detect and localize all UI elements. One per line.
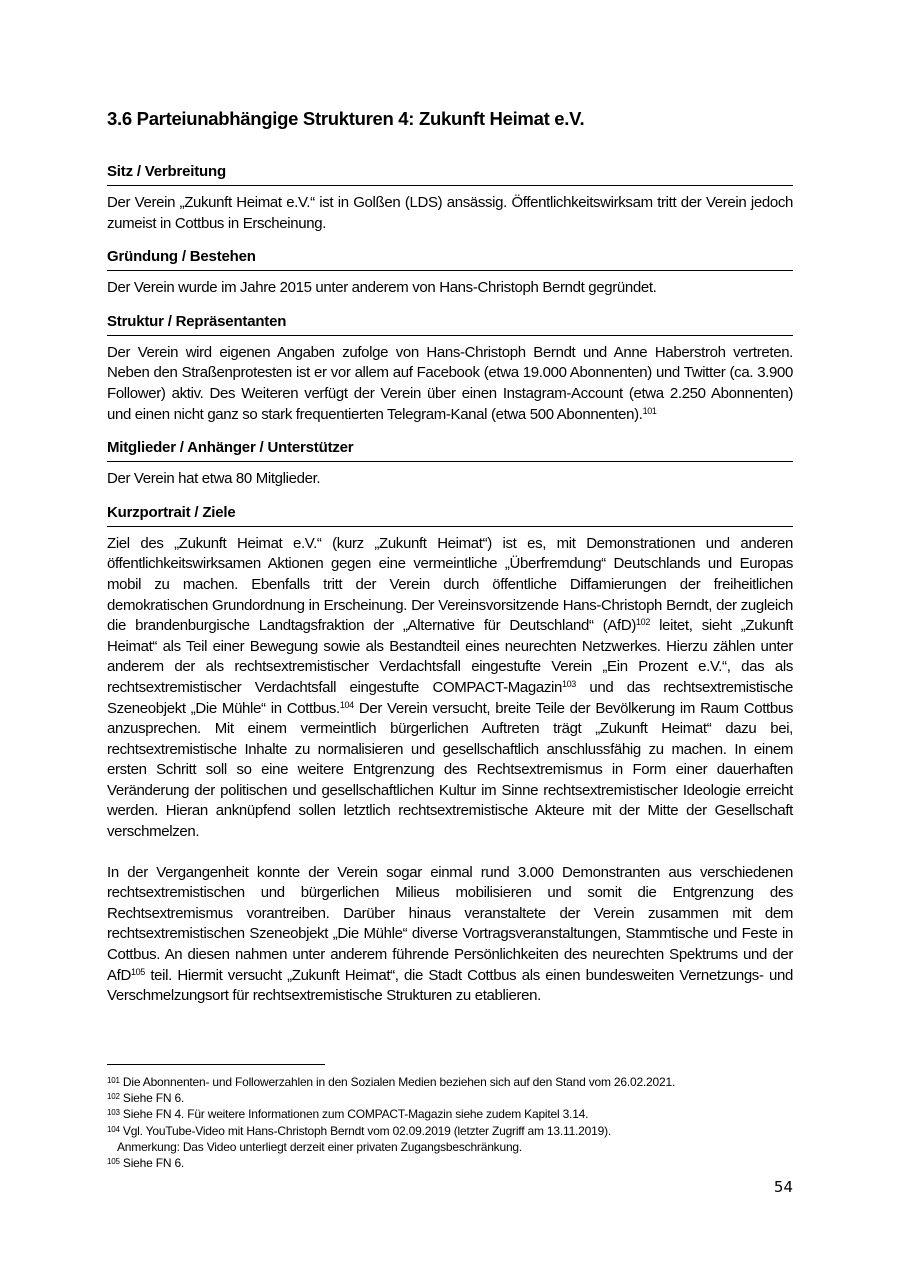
page-title: 3.6 Parteiunabhängige Strukturen 4: Zukunft Heimat e.V. [107,108,585,129]
page-number: 54 [773,1178,793,1196]
footnote-text: Siehe FN 6. [122,1156,185,1171]
section [107,247,793,299]
section [107,162,793,234]
section-heading: Sitz / Verbreitung [107,162,793,186]
footnote-text: Siehe FN 4. Für weitere Informationen zum COMPACT-Magazin siehe zudem Kapitel 3.14. [122,1107,589,1122]
paragraph: Der Verein wird eigenen Angaben zufolge von Hans-Christoph Berndt und Anne Haberstroh vertreten. Neben den Straßenprotesten ist er vor allem auf Facebook (etwa 19.000 Abonnenten) und Twitter (ca. 3.900 Follower) aktiv. Des Weiteren verfügt der Verein über einen Instagram-Account (etwa 2.250 Abonnenten) und einen nicht ganz so stark frequentierten Telegram-Kanal (etwa 500 Abonnenten).$^{101}$ [107,343,793,423]
footnote-text: Vgl. YouTube-Video mit Hans-Christoph Berndt vom 02.09.2019 (letzter Zugriff am 13.11.2019). [122,1123,611,1138]
footnotes [107,1074,797,1171]
footnote-number: 105 [107,1157,120,1167]
footnote-ref: 104 [339,699,354,710]
footnote [107,1123,797,1139]
paragraph: Der Verein „Zukunft Heimat e.V.“ ist in Golßen (LDS) ansässig. Öffentlichkeitswirksam tritt der Verein jedoch zumeist in Cottbus in Erscheinung. [107,194,793,232]
section-heading: Struktur / Repräsentanten [107,312,793,336]
section-heading: Kurzportrait / Ziele [107,503,793,527]
footnote [107,1106,797,1122]
section [107,312,793,425]
footnote-ref: 102 [636,617,650,628]
footnote [107,1139,797,1155]
footnote-ref: 103 [561,678,576,689]
paragraph: In der Vergangenheit konnte der Verein sogar einmal rund 3.000 Demonstranten aus verschiedenen rechtsextremistischen und bürgerlichen Milieus mobilisieren und somit die Entgrenzung des Rechtsextremismus vorantreiben. Darüber hinaus veranstaltete der Verein zusammen mit dem rechtsextremistischen Szeneobjekt „Die Mühle“ diverse Vortragsveranstaltungen, Stammtische und Feste in Cottbus. An diesen nahmen unter anderem führende Persönlichkeiten des neurechten Spektrums und der AfD$^{105}$ teil. Hiermit versucht „Zukunft Heimat“, die Stadt Cottbus als einen bundesweiten Vernetzungs- und Verschmelzungsort für rechtsextremistische Strukturen zu etablieren. [107,863,793,1005]
footnote-number: 101 [107,1076,120,1085]
section [107,438,793,490]
footnote-number: 103 [107,1108,120,1118]
footnote-text: Siehe FN 6. [122,1091,185,1106]
section [107,503,793,1007]
paragraph: Der Verein hat etwa 80 Mitglieder. [107,470,321,488]
footnote [107,1074,797,1090]
footnote [107,1090,797,1106]
footnote-text: Die Abonnenten- und Followerzahlen in den Sozialen Medien beziehen sich auf den Stand vom 26.02.2021. [122,1075,676,1089]
section-heading: Gründung / Bestehen [107,247,793,271]
footnote-number: 104 [107,1124,120,1134]
footnote [107,1155,797,1171]
footnote-ref: 105 [130,966,145,977]
paragraph: Der Verein wurde im Jahre 2015 unter anderem von Hans-Christoph Berndt gegründet. [107,279,657,297]
footnote-ref: 101 [642,405,657,416]
footnote-text: Anmerkung: Das Video unterliegt derzeit einer privaten Zugangsbeschränkung. [117,1139,523,1154]
footnote-number: 102 [107,1092,120,1102]
sections-container [107,162,793,1007]
footnote-separator [107,1064,325,1065]
paragraph: Ziel des „Zukunft Heimat e.V.“ (kurz „Zukunft Heimat“) ist es, mit Demonstrationen und anderen öffentlichkeitswirksamen Aktionen gegen eine vermeintliche „Überfremdung“ Deutschlands und Europas mobil zu machen. Ebenfalls tritt der Verein durch öffentliche Diffamierungen der freiheitlichen demokratischen Grundordnung in Erscheinung. Der Vereinsvorsitzende Hans-Christoph Berndt, der zugleich die brandenburgische Landtagsfraktion der „Alternative für Deutschland“ (AfD)$^{102}$ leitet, sieht „Zukunft Heimat“ als Teil einer Bewegung sowie als Bestandteil eines neurechten Netzwerkes. Hierzu zählen unter anderem der als rechtsextremistischer Verdachtsfall eingestufte Verein „Ein Prozent e.V.“, das als rechtsextremistischer Verdachtsfall eingestufte COMPACT-Magazin$^{103}$ und das rechtsextremistische Szeneobjekt „Die Mühle“ in Cottbus.$^{104}$ Der Verein versucht, breite Teile der Bevölkerung im Raum Cottbus anzusprechen. Mit einem vermeintlich bürgerlichen Auftreten trägt „Zukunft Heimat“ dazu bei, rechtsextremistische Inhalte zu normalisieren und gesellschaftlich anschlussfähig zu machen. In einem ersten Schritt soll so eine weitere Entgrenzung des Rechtsextremismus in Form einer dauerhaften Veränderung der politischen und gesellschaftlichen Kultur im Sinne rechtsextremistischer Ideologie erreicht werden. Hieran anknüpfend sollen letztlich rechtsextremistische Akteure mit der Mitte der Gesellschaft verschmelzen. [107,534,793,841]
section-heading: Mitglieder / Anhänger / Unterstützer [107,438,793,462]
